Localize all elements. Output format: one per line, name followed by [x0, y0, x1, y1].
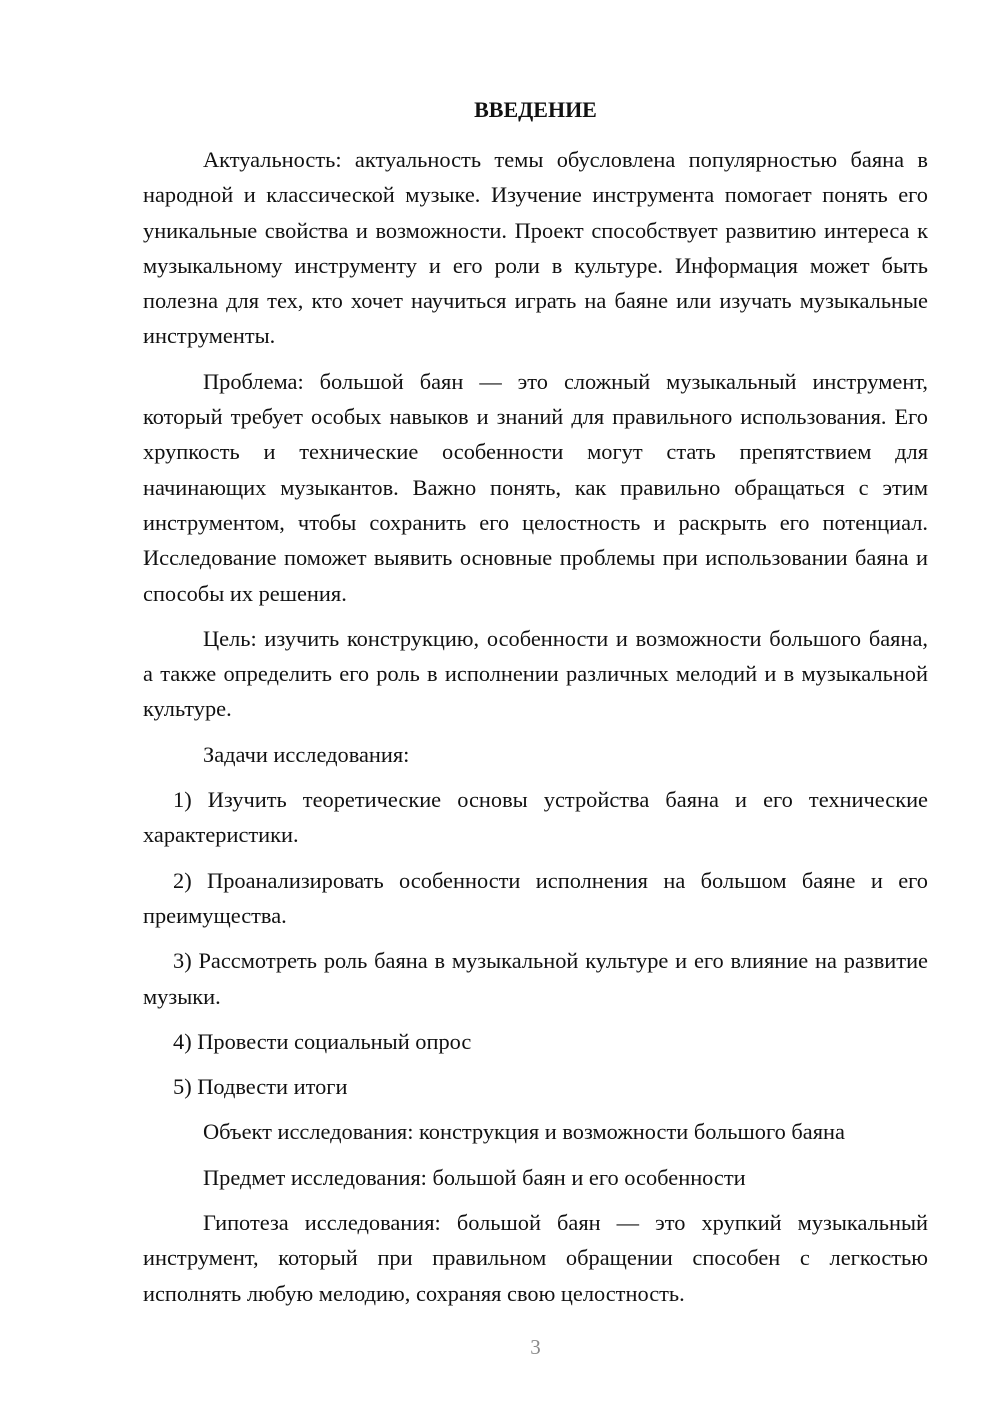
subject-paragraph: Предмет исследования: большой баян и его особенности — [203, 1164, 746, 1190]
goal-paragraph: Цель: изучить конструкцию, особенности и возможности большого баяна, а также определить его роль в исполнении различных мелодий и в музыкальной культуре. — [143, 625, 928, 722]
document-body — [143, 142, 928, 1311]
task-item: 3) Рассмотреть роль баяна в музыкальной культуре и его влияние на развитие музыки. — [143, 948, 928, 1009]
relevance-paragraph: Актуальность: актуальность темы обусловлена популярностью баяна в народной и классической музыке. Изучение инструмента помогает понять его уникальные свойства и возможности. Проект способствует развитию интереса к музыкальному инструменту и его роли в культуре. Информация может быть полезна для тех, кто хочет научиться играть на баяне или изучать музыкальные инструменты. — [143, 147, 928, 349]
problem-paragraph: Проблема: большой баян — это сложный музыкальный инструмент, который требует особых навыков и знаний для правильного использования. Его хрупкость и технические особенности могут стать препятствием для начинающих музыкантов. Важно понять, как правильно обращаться с этим инструментом, чтобы сохранить его целостность и раскрыть его потенциал. Исследование поможет выявить основные проблемы при использовании баяна и способы их решения. — [143, 368, 928, 606]
page-title: ВВЕДЕНИЕ — [474, 97, 597, 122]
task-item: 5) Подвести итоги — [173, 1074, 348, 1100]
hypothesis-paragraph: Гипотеза исследования: большой баян — это хрупкий музыкальный инструмент, который при правильном обращении способен с легкостью исполнять любую мелодию, сохраняя свою целостность. — [143, 1210, 928, 1306]
document-page — [143, 0, 928, 1414]
object-paragraph: Объект исследования: конструкция и возможности большого баяна — [203, 1119, 845, 1145]
tasks-heading: Задачи исследования: — [203, 741, 410, 767]
task-item: 2) Проанализировать особенности исполнения на большом баяне и его преимущества. — [143, 867, 928, 928]
task-item: 4) Провести социальный опрос — [173, 1028, 472, 1054]
task-item: 1) Изучить теоретические основы устройства баяна и его технические характеристики. — [143, 787, 928, 848]
page-number: 3 — [530, 1335, 541, 1359]
